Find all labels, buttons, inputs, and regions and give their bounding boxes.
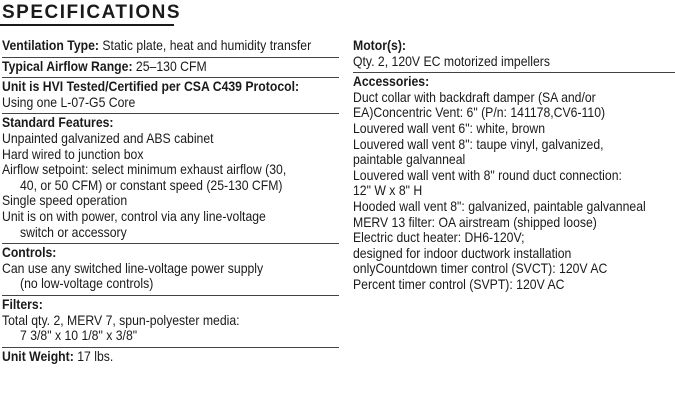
spec-line: Louvered wall vent 6": white, brown	[353, 120, 546, 136]
page-title: SPECIFICATIONS	[2, 2, 181, 23]
spec-section-motor-s	[353, 37, 675, 72]
spec-value: 17 lbs.	[77, 348, 114, 364]
spec-line: 40, or 50 CFM) or constant speed (25-130 CFM)	[20, 177, 283, 193]
spec-line: Can use any switched line-voltage power supply	[2, 260, 264, 276]
spec-value: Static plate, heat and humidity transfer	[102, 38, 312, 53]
spec-heading	[2, 297, 305, 313]
left-column	[2, 37, 339, 367]
spec-line: Using one L-07-G5 Core	[2, 94, 136, 110]
title-underline	[0, 24, 174, 26]
spec-label: Ventilation Type:	[2, 38, 99, 53]
spec-line: Hard wired to junction box	[2, 146, 144, 162]
spec-section-standard-features	[2, 113, 339, 243]
spec-line: Airflow setpoint: select minimum exhaust airflow (30,	[2, 162, 287, 178]
spec-label: Filters:	[2, 296, 43, 312]
spec-line: Louvered wall vent 8": taupe vinyl, galvanized,	[353, 136, 604, 152]
spec-line: Electric duct heater: DH6-120V;	[353, 230, 525, 246]
spec-heading	[2, 115, 305, 131]
spec-line: onlyCountdown timer control (SVCT): 120V AC	[353, 261, 608, 277]
spec-line: Qty. 2, 120V EC motorized impellers	[353, 53, 550, 69]
spec-section-unit-is-hvi-tested-certified-per-csa-c439-protocol	[2, 77, 339, 113]
spec-line: Unit is on with power, control via any line-voltage	[2, 208, 266, 224]
spec-line: 12" W x 8" H	[353, 183, 423, 199]
spec-line: Duct collar with backdraft damper (SA and/or	[353, 89, 596, 105]
spec-line: Hooded wall vent 8": galvanized, paintable galvanneal	[353, 198, 646, 214]
spec-heading	[2, 349, 305, 365]
spec-label: Typical Airflow Range:	[2, 58, 133, 74]
spec-label: Motor(s):	[353, 38, 407, 53]
spec-section-typical-airflow-range	[2, 57, 339, 78]
spec-section-accessories	[353, 72, 675, 295]
spec-line: paintable galvanneal	[353, 152, 466, 168]
spec-heading	[2, 79, 305, 95]
spec-line: designed for indoor ductwork installation	[353, 245, 572, 261]
spec-label: Standard Features:	[2, 115, 114, 131]
spec-line: Total qty. 2, MERV 7, spun-polyester media:	[2, 312, 240, 328]
spec-label: Controls:	[2, 245, 57, 261]
spec-label: Accessories:	[353, 74, 430, 90]
spec-heading	[2, 245, 305, 261]
spec-section-unit-weight	[2, 347, 339, 368]
spec-line: Percent timer control (SVPT): 120V AC	[353, 276, 565, 292]
spec-heading	[2, 59, 305, 75]
spec-line: Louvered wall vent with 8" round duct connection:	[353, 167, 622, 183]
spec-heading	[353, 74, 643, 90]
spec-line: (no low-voltage controls)	[20, 276, 154, 292]
spec-heading	[2, 38, 312, 54]
spec-line: EA)Concentric Vent: 6" (P/n: 141178,CV6-110)	[353, 105, 606, 121]
spec-section-filters	[2, 295, 339, 347]
spec-section-controls	[2, 243, 339, 295]
spec-line: Single speed operation	[2, 193, 128, 209]
spec-label: Unit is HVI Tested/Certified per CSA C439 Protocol:	[2, 79, 300, 95]
spec-line: switch or accessory	[20, 224, 127, 240]
right-column	[353, 37, 675, 296]
spec-heading	[353, 38, 643, 54]
spec-line: MERV 13 filter: OA airstream (shipped loose)	[353, 214, 597, 230]
spec-line: Unpainted galvanized and ABS cabinet	[2, 130, 214, 146]
spec-section-ventilation-type	[2, 37, 339, 57]
spec-line: 7 3/8" x 10 1/8" x 3/8"	[20, 328, 138, 344]
spec-label: Unit Weight:	[2, 348, 74, 364]
spec-value: 25–130 CFM	[135, 58, 207, 74]
